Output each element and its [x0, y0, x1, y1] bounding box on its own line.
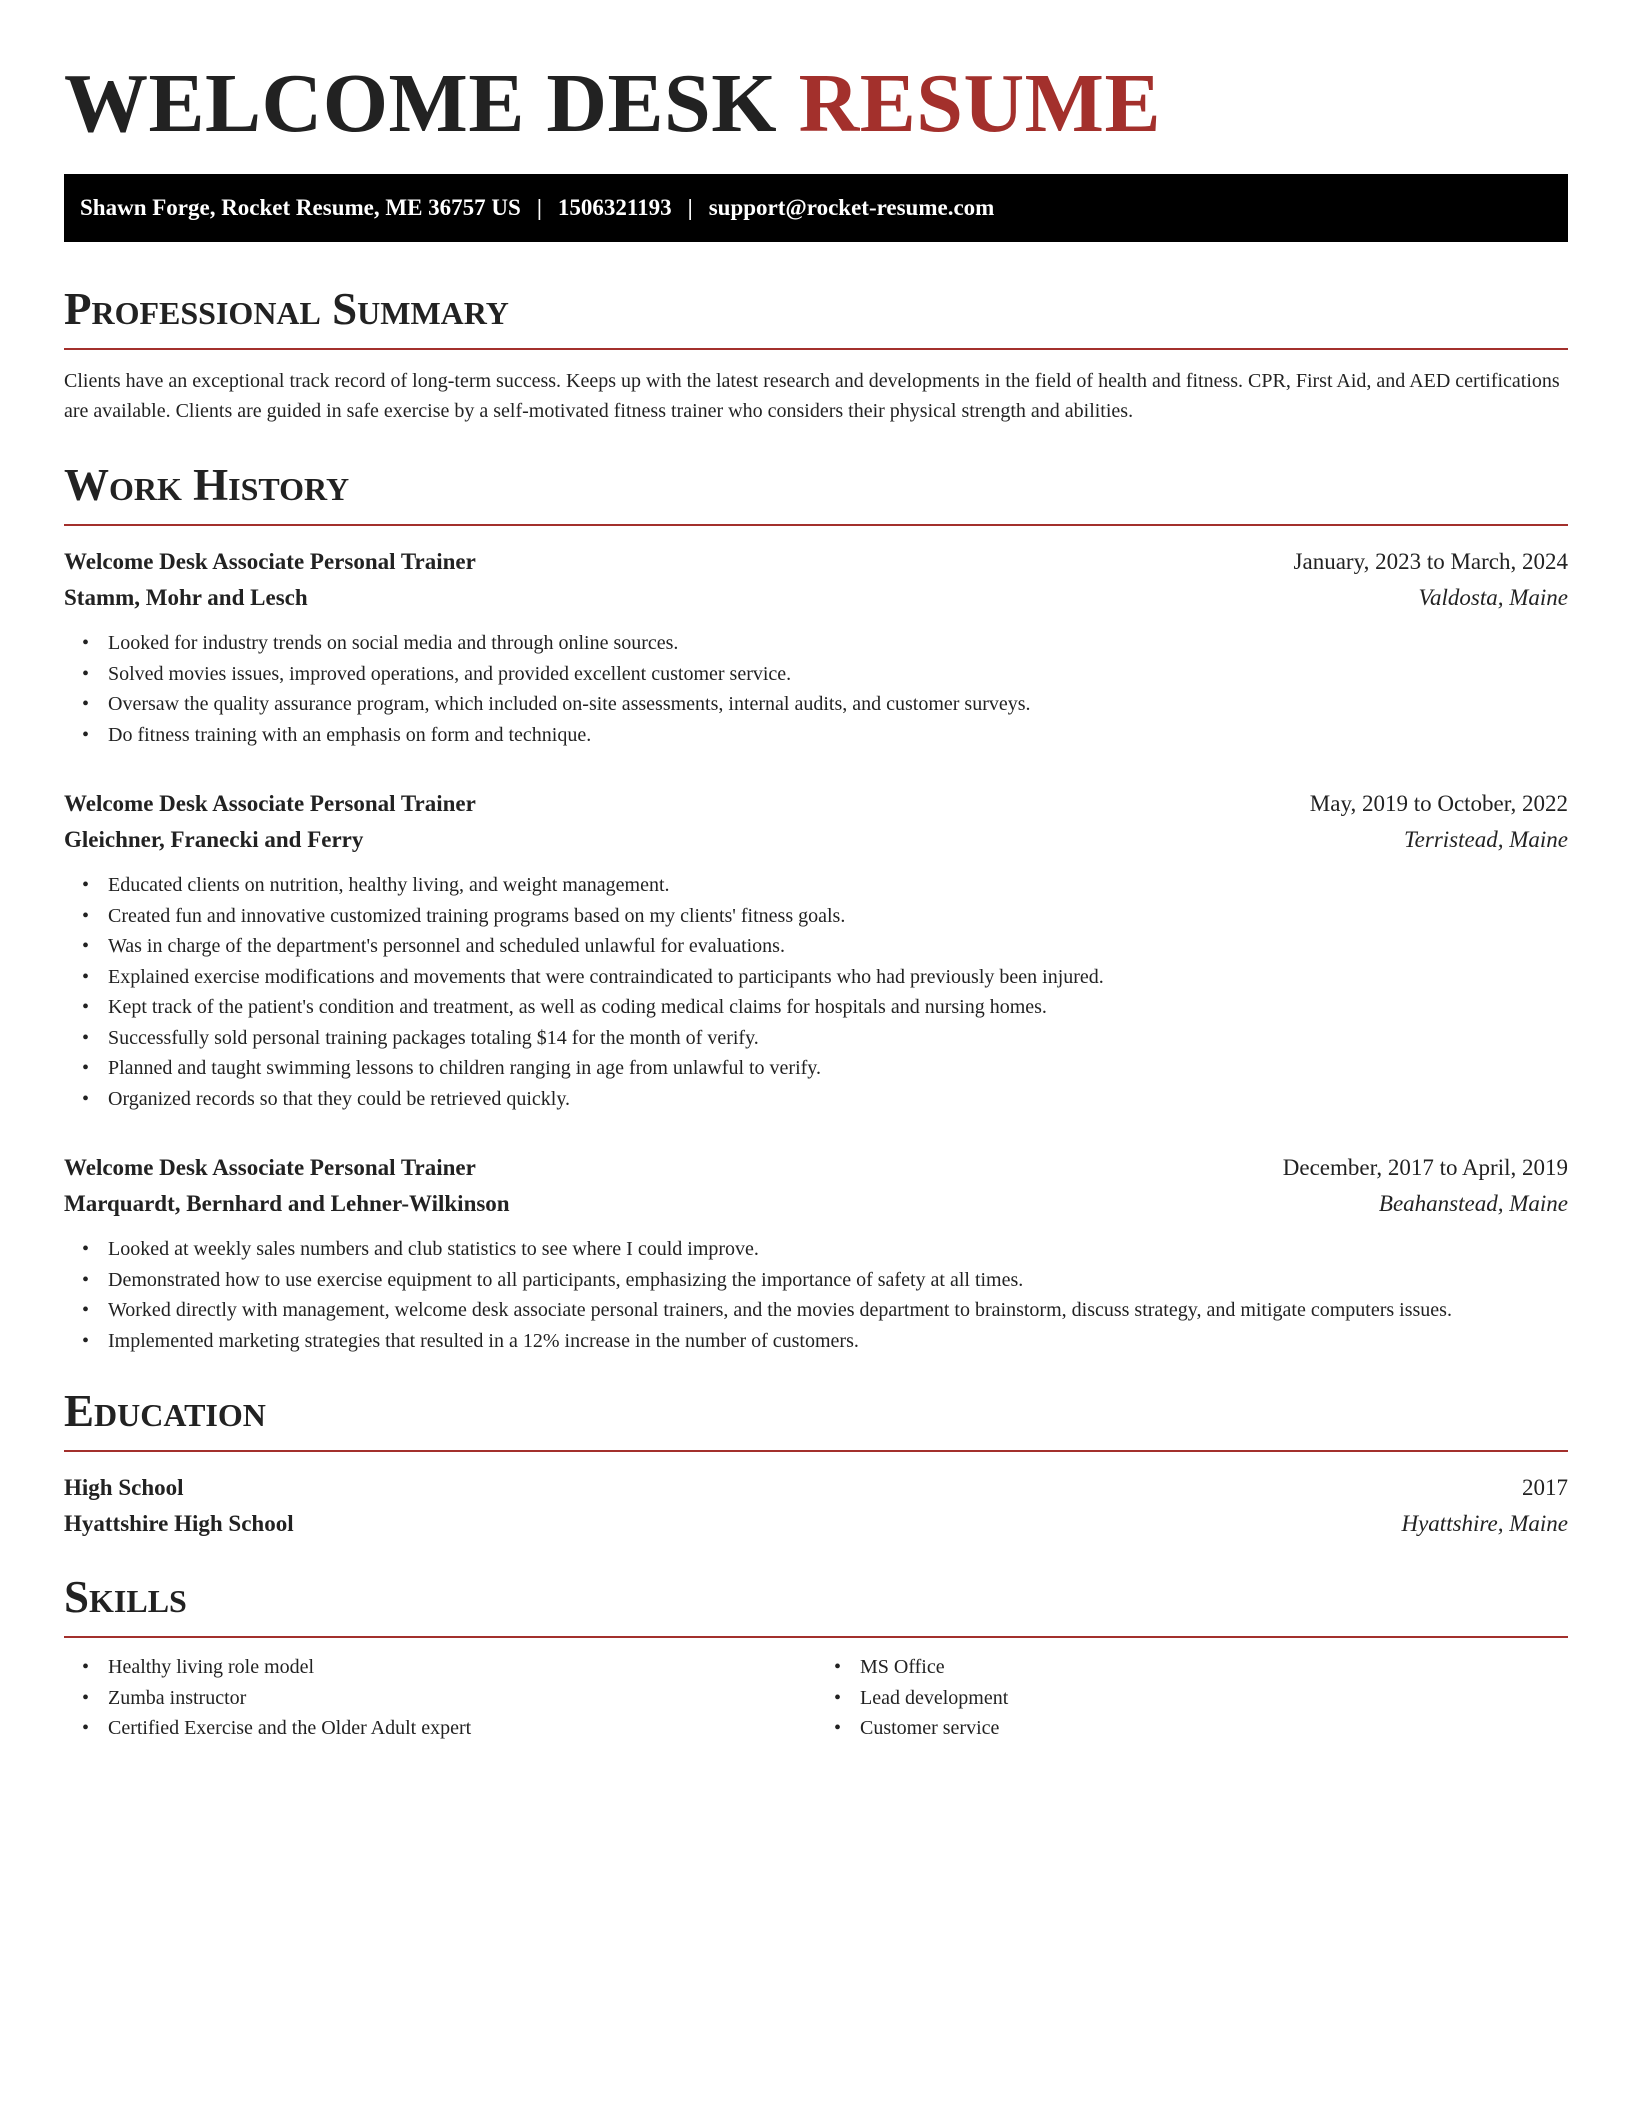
list-item: • Kept track of the patient's condition and treatment, as well as coding medical claims for hospitals and nursing homes. [108, 992, 1568, 1023]
job-bullets [64, 1234, 1568, 1356]
list-item: • Educated clients on nutrition, healthy living, and weight management. [108, 870, 1568, 901]
section-divider [64, 1450, 1568, 1452]
job-company-row [64, 1186, 1568, 1222]
skill-item: • Lead development [860, 1683, 1568, 1714]
skills-grid [64, 1652, 1568, 1744]
education-school: Hyattshire High School [64, 1511, 294, 1536]
job-bullets [64, 628, 1568, 750]
job-company-row [64, 822, 1568, 858]
contact-separator: | [687, 195, 693, 220]
contact-email: support@rocket-resume.com [708, 195, 995, 220]
job-location: Beahanstead, Maine [1378, 1191, 1568, 1216]
job-location: Valdosta, Maine [1418, 585, 1568, 610]
skills-section [64, 1572, 1568, 1744]
contact-separator: | [536, 195, 542, 220]
job-dates: January, 2023 to March, 2024 [1293, 549, 1568, 574]
job-header-row [64, 1150, 1568, 1186]
education-location: Hyattshire, Maine [1401, 1511, 1568, 1536]
list-item: • Demonstrated how to use exercise equipment to all participants, emphasizing the importance of safety at all times. [108, 1265, 1568, 1296]
skill-item: • Customer service [860, 1713, 1568, 1744]
summary-text: Clients have an exceptional track record of long-term success. Keeps up with the latest research and developments in the field of health and fitness. CPR, First Aid, and AED certifications are available. Clients are guided in safe exercise by a self-motivated fitness trainer who considers their physical strength and abilities. [64, 370, 1560, 422]
section-divider [64, 1636, 1568, 1638]
section-divider [64, 348, 1568, 350]
skills-list [816, 1652, 1568, 1744]
job-company: Gleichner, Franecki and Ferry [64, 827, 364, 852]
job-location: Terristead, Maine [1404, 827, 1568, 852]
skill-item: • Healthy living role model [108, 1652, 816, 1683]
skills-list [64, 1652, 816, 1744]
contact-phone: 1506321193 [557, 195, 672, 220]
job-company: Stamm, Mohr and Lesch [64, 585, 308, 610]
list-item: • Explained exercise modifications and movements that were contraindicated to participants who had previously been injured. [108, 962, 1568, 993]
job-company: Marquardt, Bernhard and Lehner-Wilkinson [64, 1191, 510, 1216]
list-item: • Created fun and innovative customized training programs based on my clients' fitness goals. [108, 901, 1568, 932]
skill-item: • MS Office [860, 1652, 1568, 1683]
list-item: • Implemented marketing strategies that resulted in a 12% increase in the number of customers. [108, 1326, 1568, 1357]
education-degree: High School [64, 1475, 184, 1500]
contact-bar [64, 174, 1568, 242]
job-title: Welcome Desk Associate Personal Trainer [64, 1155, 476, 1180]
education-degree-row [64, 1470, 1568, 1506]
list-item: • Successfully sold personal training packages totaling $14 for the month of verify. [108, 1023, 1568, 1054]
summary-section [64, 284, 1568, 426]
list-item: • Planned and taught swimming lessons to children ranging in age from unlawful to verify. [108, 1053, 1568, 1084]
education-school-row [64, 1506, 1568, 1542]
education-section [64, 1386, 1568, 1542]
section-heading: Education [64, 1386, 266, 1436]
list-item: • Do fitness training with an emphasis on form and technique. [108, 720, 1568, 751]
job-dates: December, 2017 to April, 2019 [1282, 1155, 1568, 1180]
list-item: • Looked at weekly sales numbers and club statistics to see where I could improve. [108, 1234, 1568, 1265]
job-header-row [64, 786, 1568, 822]
job-entry [64, 786, 1568, 1114]
contact-address: Shawn Forge, Rocket Resume, ME 36757 US [80, 195, 521, 220]
job-header-row [64, 544, 1568, 580]
job-title: Welcome Desk Associate Personal Trainer [64, 791, 476, 816]
skills-column-left [64, 1652, 816, 1744]
job-dates: May, 2019 to October, 2022 [1309, 791, 1568, 816]
section-heading: Skills [64, 1572, 187, 1622]
job-bullets [64, 870, 1568, 1114]
job-entry [64, 544, 1568, 750]
section-divider [64, 524, 1568, 526]
list-item: • Looked for industry trends on social media and through online sources. [108, 628, 1568, 659]
skill-item: • Zumba instructor [108, 1683, 816, 1714]
work-history-section [64, 460, 1568, 1356]
job-company-row [64, 580, 1568, 616]
list-item: • Organized records so that they could be retrieved quickly. [108, 1084, 1568, 1115]
section-heading: Work History [64, 460, 350, 510]
list-item: • Was in charge of the department's personnel and scheduled unlawful for evaluations. [108, 931, 1568, 962]
section-heading: Professional Summary [64, 284, 509, 334]
skills-column-right [816, 1652, 1568, 1744]
list-item: • Worked directly with management, welcome desk associate personal trainers, and the movies department to brainstorm, discuss strategy, and mitigate computers issues. [108, 1295, 1568, 1326]
title-accent: RESUME [798, 57, 1161, 150]
list-item: • Oversaw the quality assurance program, which included on-site assessments, internal audits, and customer surveys. [108, 689, 1568, 720]
job-title: Welcome Desk Associate Personal Trainer [64, 549, 476, 574]
education-year: 2017 [1522, 1475, 1568, 1500]
resume-title [64, 56, 1568, 152]
list-item: • Solved movies issues, improved operations, and provided excellent customer service. [108, 659, 1568, 690]
title-main: WELCOME DESK [64, 57, 778, 150]
skill-item: • Certified Exercise and the Older Adult expert [108, 1713, 816, 1744]
job-entry [64, 1150, 1568, 1356]
education-entry [64, 1470, 1568, 1542]
